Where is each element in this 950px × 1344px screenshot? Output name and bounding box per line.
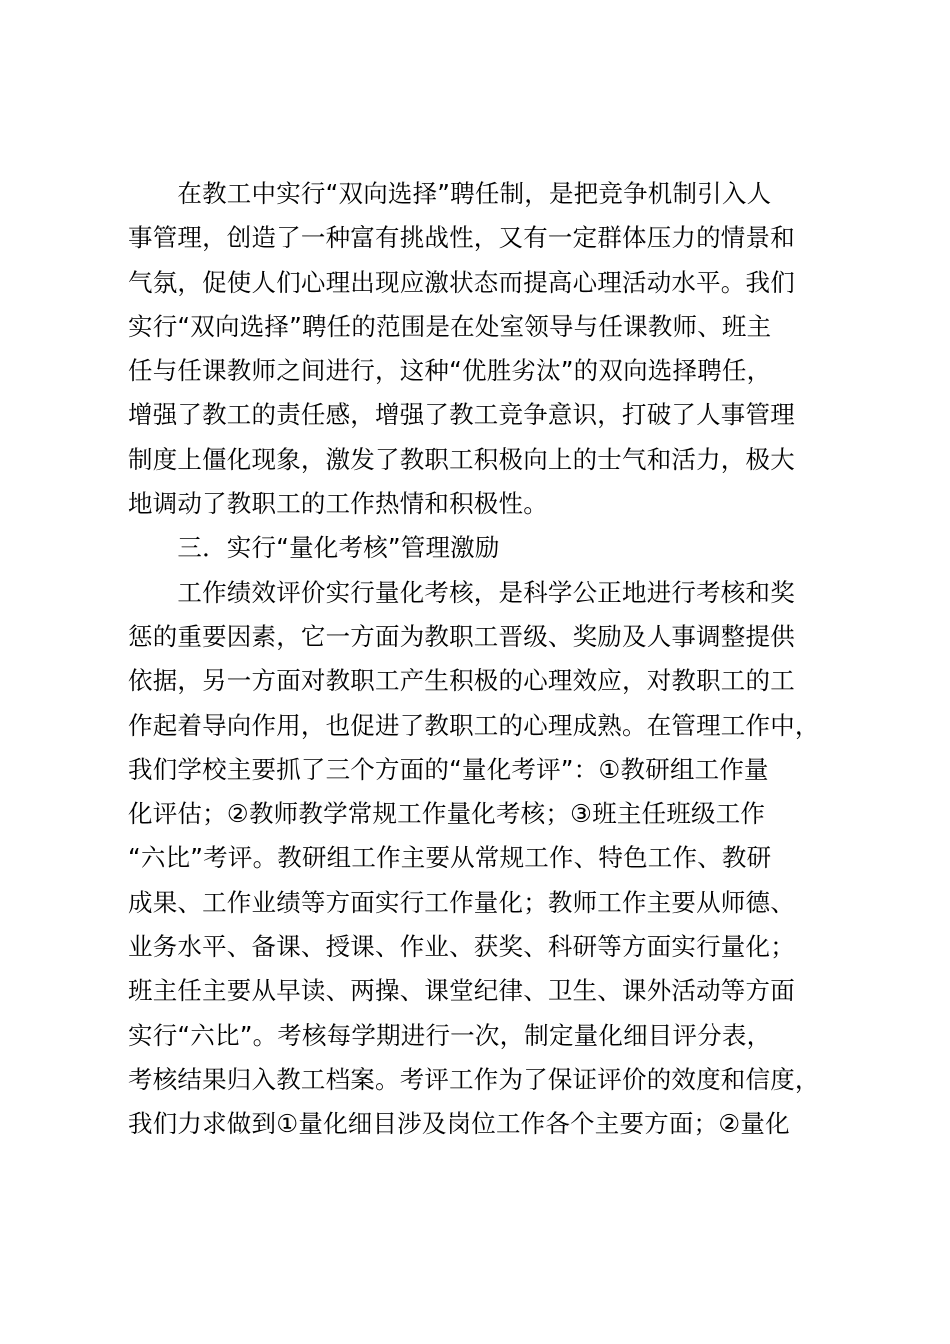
text-line: “六比”考评。教研组工作主要从常规工作、特色工作、教研 xyxy=(128,843,772,873)
text-line: 我们学校主要抓了三个方面的“量化考评”：①教研组工作量 xyxy=(128,754,769,784)
text-line: 增强了教工的责任感，增强了教工竞争意识，打破了人事管理 xyxy=(128,400,795,430)
text-line: 实行“双向选择”聘任的范围是在处室领导与任课教师、班主 xyxy=(128,311,772,341)
text-line: 实行“六比”。考核每学期进行一次，制定量化细目评分表， xyxy=(128,1020,772,1050)
text-line: 事管理，创造了一种富有挑战性，又有一定群体压力的情景和 xyxy=(128,223,795,253)
text-line: 作起着导向作用，也促进了教职工的心理成熟。在管理工作中， xyxy=(128,710,820,740)
text-line: 考核结果归入教工档案。考评工作为了保证评价的效度和信度， xyxy=(128,1064,820,1094)
text-line: 班主任主要从早读、两操、课堂纪律、卫生、课外活动等方面 xyxy=(128,976,795,1006)
text-line: 化评估；②教师教学常规工作量化考核；③班主任班级工作 xyxy=(128,799,766,829)
text-line: 成果、工作业绩等方面实行工作量化；教师工作主要从师德、 xyxy=(128,887,795,917)
body-text xyxy=(128,172,848,1147)
text-line: 任与任课教师之间进行，这种“优胜劣汰”的双向选择聘任， xyxy=(128,356,772,386)
section-heading: 三．实行“量化考核”管理激励 xyxy=(128,533,500,563)
text-line: 我们力求做到①量化细目涉及岗位工作各个主要方面；②量化 xyxy=(128,1109,790,1139)
text-line: 业务水平、备课、授课、作业、获奖、科研等方面实行量化； xyxy=(128,932,795,962)
text-line: 在教工中实行“双向选择”聘任制，是把竞争机制引入人 xyxy=(128,179,772,208)
text-line: 地调动了教职工的工作热情和积极性。 xyxy=(128,489,548,519)
text-line: 依据，另一方面对教职工产生积极的心理效应，对教职工的工 xyxy=(128,666,795,696)
text-line: 惩的重要因素，它一方面为教职工晋级、奖励及人事调整提供 xyxy=(128,621,795,651)
text-line: 制度上僵化现象，激发了教职工积极向上的士气和活力，极大 xyxy=(128,444,795,474)
text-line: 工作绩效评价实行量化考核，是科学公正地进行考核和奖 xyxy=(128,577,795,607)
text-line: 气氛，促使人们心理出现应激状态而提高心理活动水平。我们 xyxy=(128,267,795,297)
